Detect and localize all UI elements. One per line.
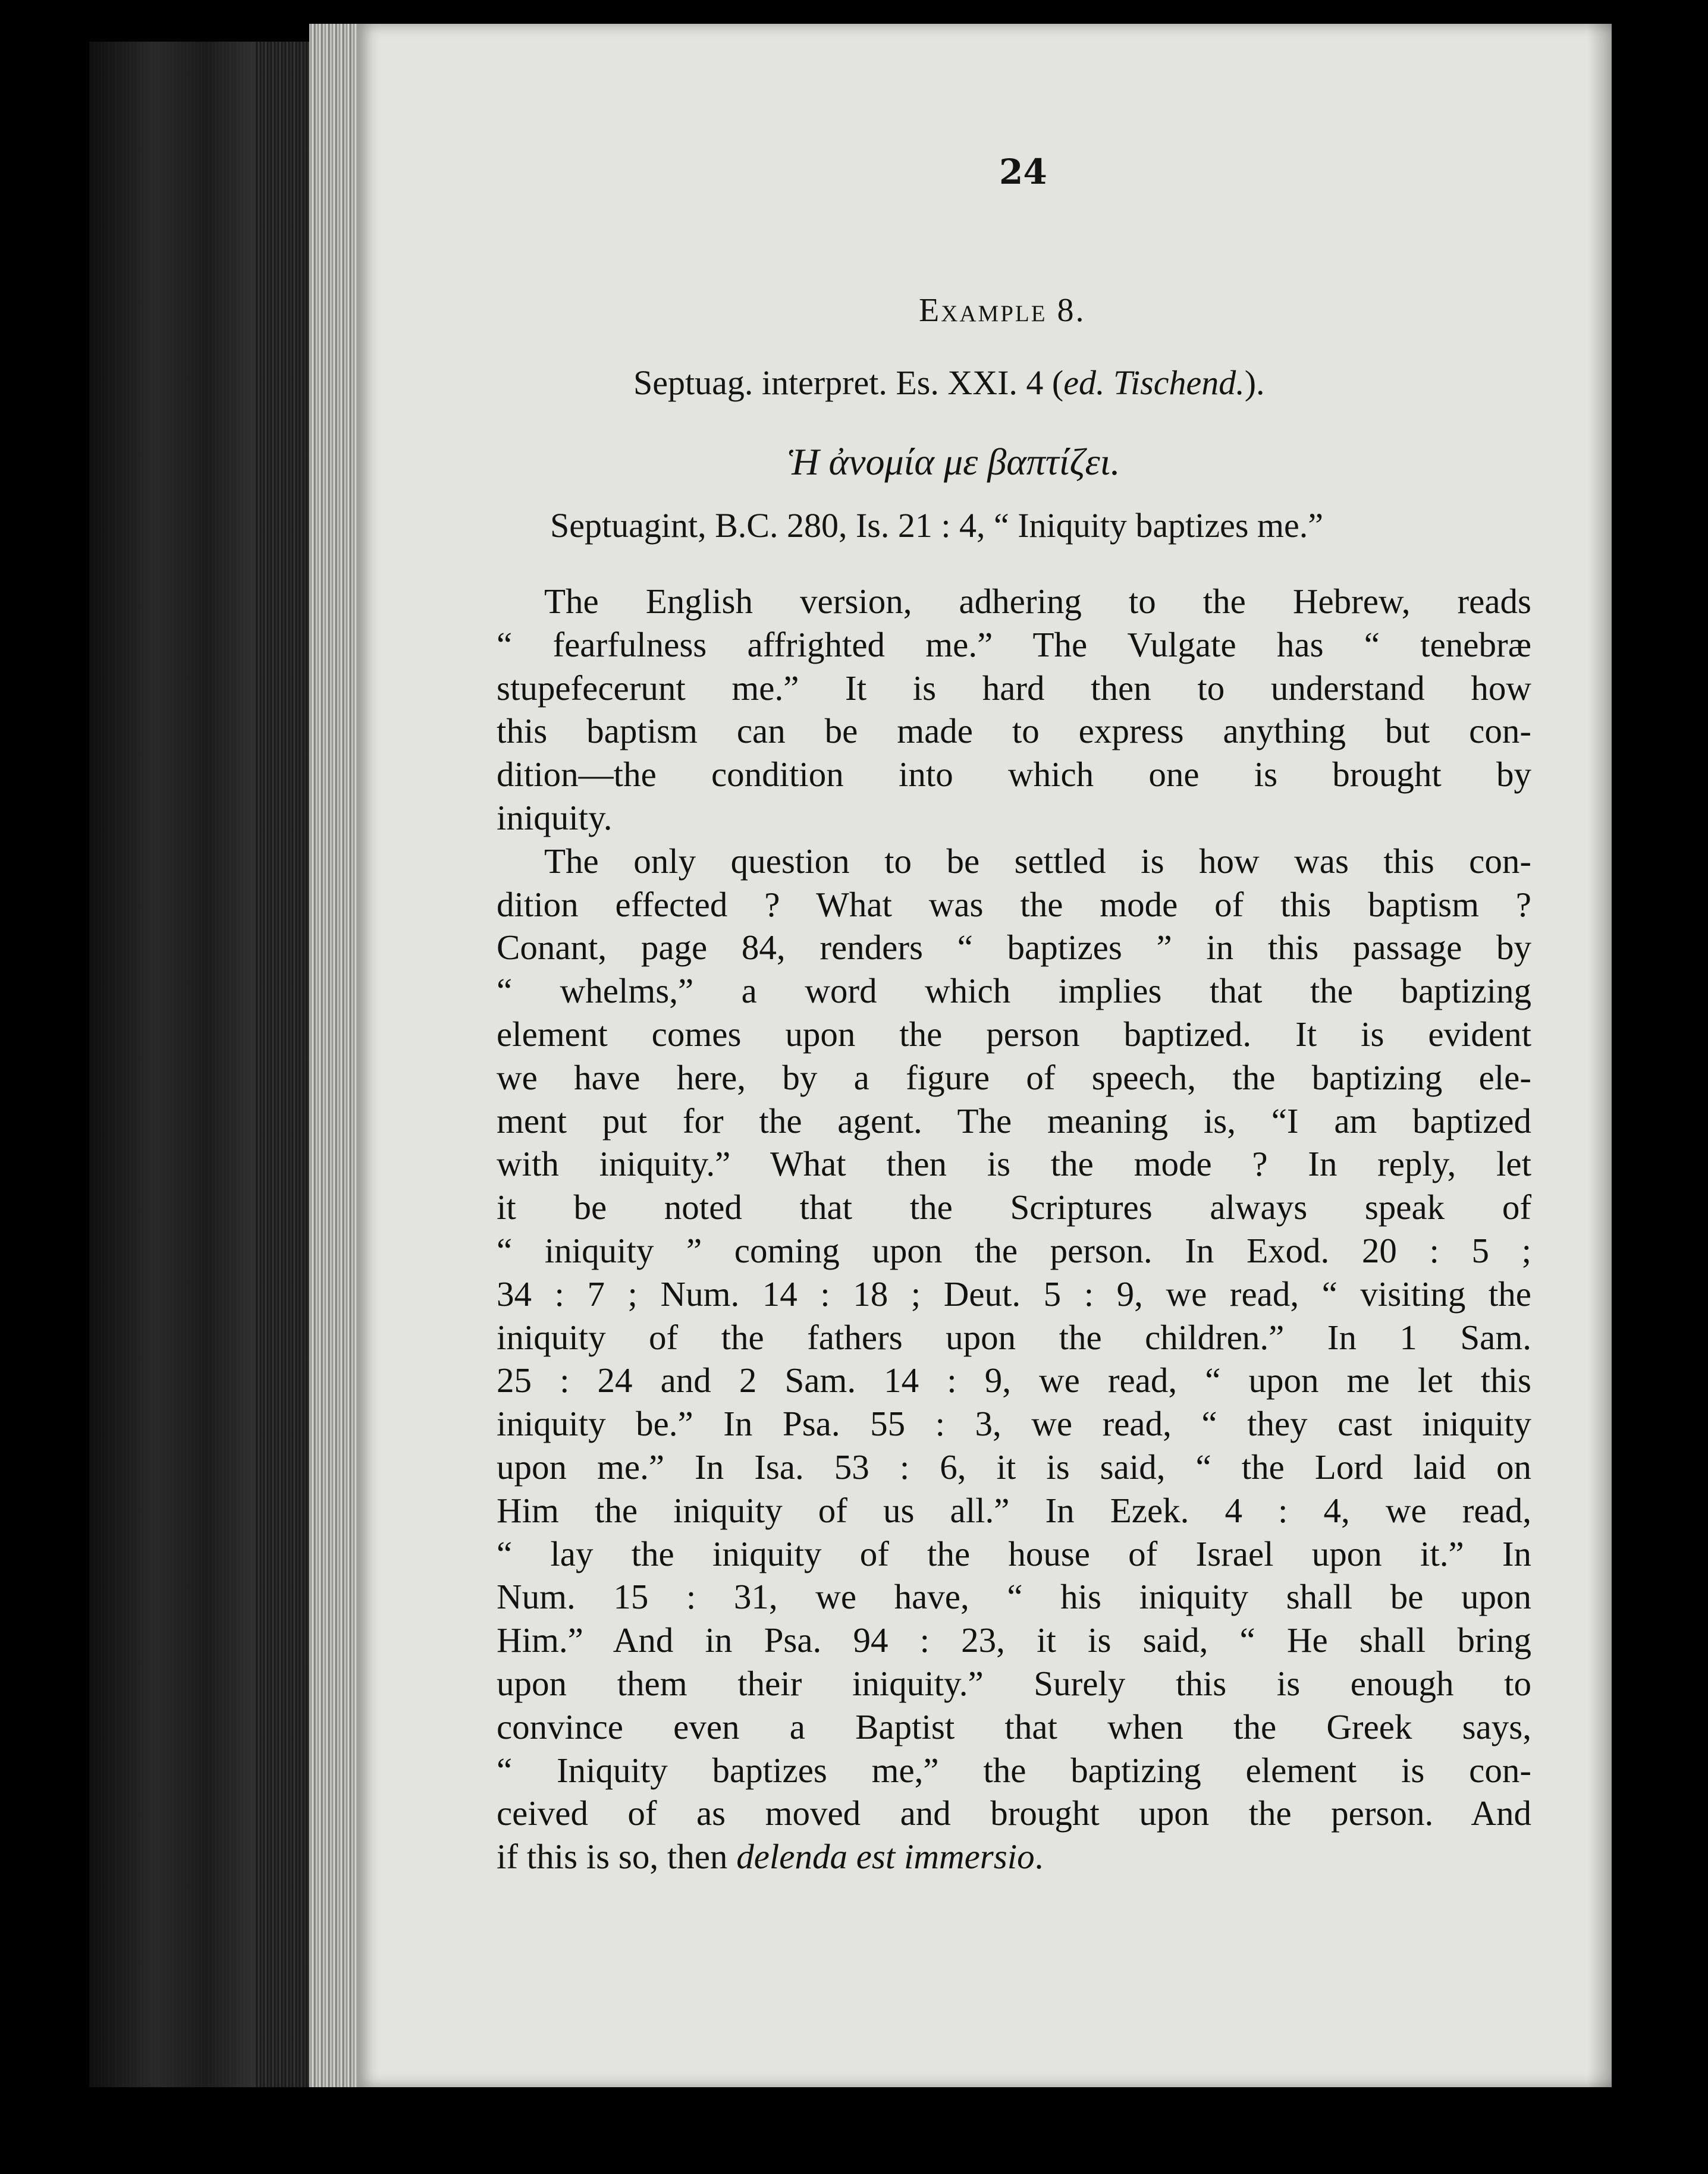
- paragraph-line: “ whelms,” a word which implies that the baptizing: [497, 971, 1531, 1011]
- paragraph-line: “ iniquity ” coming upon the person. In Exod. 20 : 5 ;: [497, 1230, 1531, 1270]
- paragraph-line: iniquity be.” In Psa. 55 : 3, we read, “ they cast iniquity: [497, 1404, 1531, 1444]
- paragraph-line: 25 : 24 and 2 Sam. 14 : 9, we read, “ upon me let this: [497, 1361, 1531, 1400]
- final-line-prefix: if this is so, then: [497, 1837, 737, 1877]
- paragraph-line: with iniquity.” What then is the mode ? In reply, let: [497, 1144, 1531, 1184]
- paragraph-line: stupefecerunt me.” It is hard then to understand how: [497, 668, 1531, 708]
- page-number: 24: [999, 152, 1047, 192]
- paragraph-line: iniquity.: [497, 797, 613, 837]
- paragraph-line: Num. 15 : 31, we have, “ his iniquity shall be upon: [497, 1577, 1531, 1617]
- septuagint-reference: Septuagint, B.C. 280, Is. 21 : 4, “ Iniquity baptizes me.”: [550, 506, 1323, 545]
- paragraph-line: we have here, by a figure of speech, the baptizing ele-: [497, 1057, 1531, 1097]
- paragraph-line: The only question to be settled is how was this con-: [544, 841, 1531, 881]
- paragraph-line: iniquity of the fathers upon the children.” In 1 Sam.: [497, 1317, 1531, 1357]
- paragraph-line: Him the iniquity of us all.” In Ezek. 4 : 4, we read,: [497, 1490, 1531, 1530]
- book-spine-shadow: [89, 42, 256, 2087]
- paragraph-line: this baptism can be made to express anything but con-: [497, 711, 1531, 751]
- paragraph-line: element comes upon the person baptized. It is evident: [497, 1014, 1531, 1054]
- paragraph-line: ment put for the agent. The meaning is, “I am baptized: [497, 1101, 1531, 1141]
- final-line: [497, 1835, 1531, 1878]
- paragraph-line: dition—the condition into which one is brought by: [497, 755, 1531, 794]
- greek-quotation: Ἡ ἀνομία με βαπτίζει.: [788, 441, 1120, 483]
- citation-line: [633, 363, 1265, 403]
- paragraph-line: “ fearfulness affrighted me.” The Vulgate has “ tenebræ: [497, 624, 1531, 664]
- paragraph-line: The English version, adhering to the Hebrew, reads: [544, 582, 1531, 621]
- example-heading: Example 8.: [919, 292, 1086, 329]
- citation-prefix: Septuag. interpret. Es. XXI. 4 (: [633, 363, 1064, 402]
- body-text: [497, 580, 1531, 1878]
- page-gutter-shadow: [1588, 24, 1612, 2087]
- paragraph-line: dition effected ? What was the mode of this baptism ?: [497, 884, 1531, 924]
- paragraph-line: it be noted that the Scriptures always speak of: [497, 1187, 1531, 1227]
- final-line-italic: delenda est immersio: [736, 1837, 1035, 1877]
- paragraph-line: “ Iniquity baptizes me,” the baptizing element is con-: [497, 1750, 1531, 1790]
- paragraph-line: ceived of as moved and brought upon the person. And: [497, 1793, 1531, 1833]
- citation-italic: ed. Tischend.: [1063, 363, 1245, 402]
- paragraph-line: upon me.” In Isa. 53 : 6, it is said, “ the Lord laid on: [497, 1447, 1531, 1487]
- paragraph-line: “ lay the iniquity of the house of Israel upon it.” In: [497, 1534, 1531, 1573]
- paragraph-line: Him.” And in Psa. 94 : 23, it is said, “ He shall bring: [497, 1620, 1531, 1660]
- paragraph-line: convince even a Baptist that when the Greek says,: [497, 1707, 1531, 1746]
- citation-suffix: ).: [1244, 363, 1265, 402]
- paragraph-line: Conant, page 84, renders “ baptizes ” in this passage by: [497, 928, 1531, 967]
- paragraph-line: 34 : 7 ; Num. 14 : 18 ; Deut. 5 : 9, we read, “ visiting the: [497, 1274, 1531, 1314]
- final-line-suffix: .: [1034, 1837, 1044, 1877]
- paragraph-line: upon them their iniquity.” Surely this is enough to: [497, 1663, 1531, 1703]
